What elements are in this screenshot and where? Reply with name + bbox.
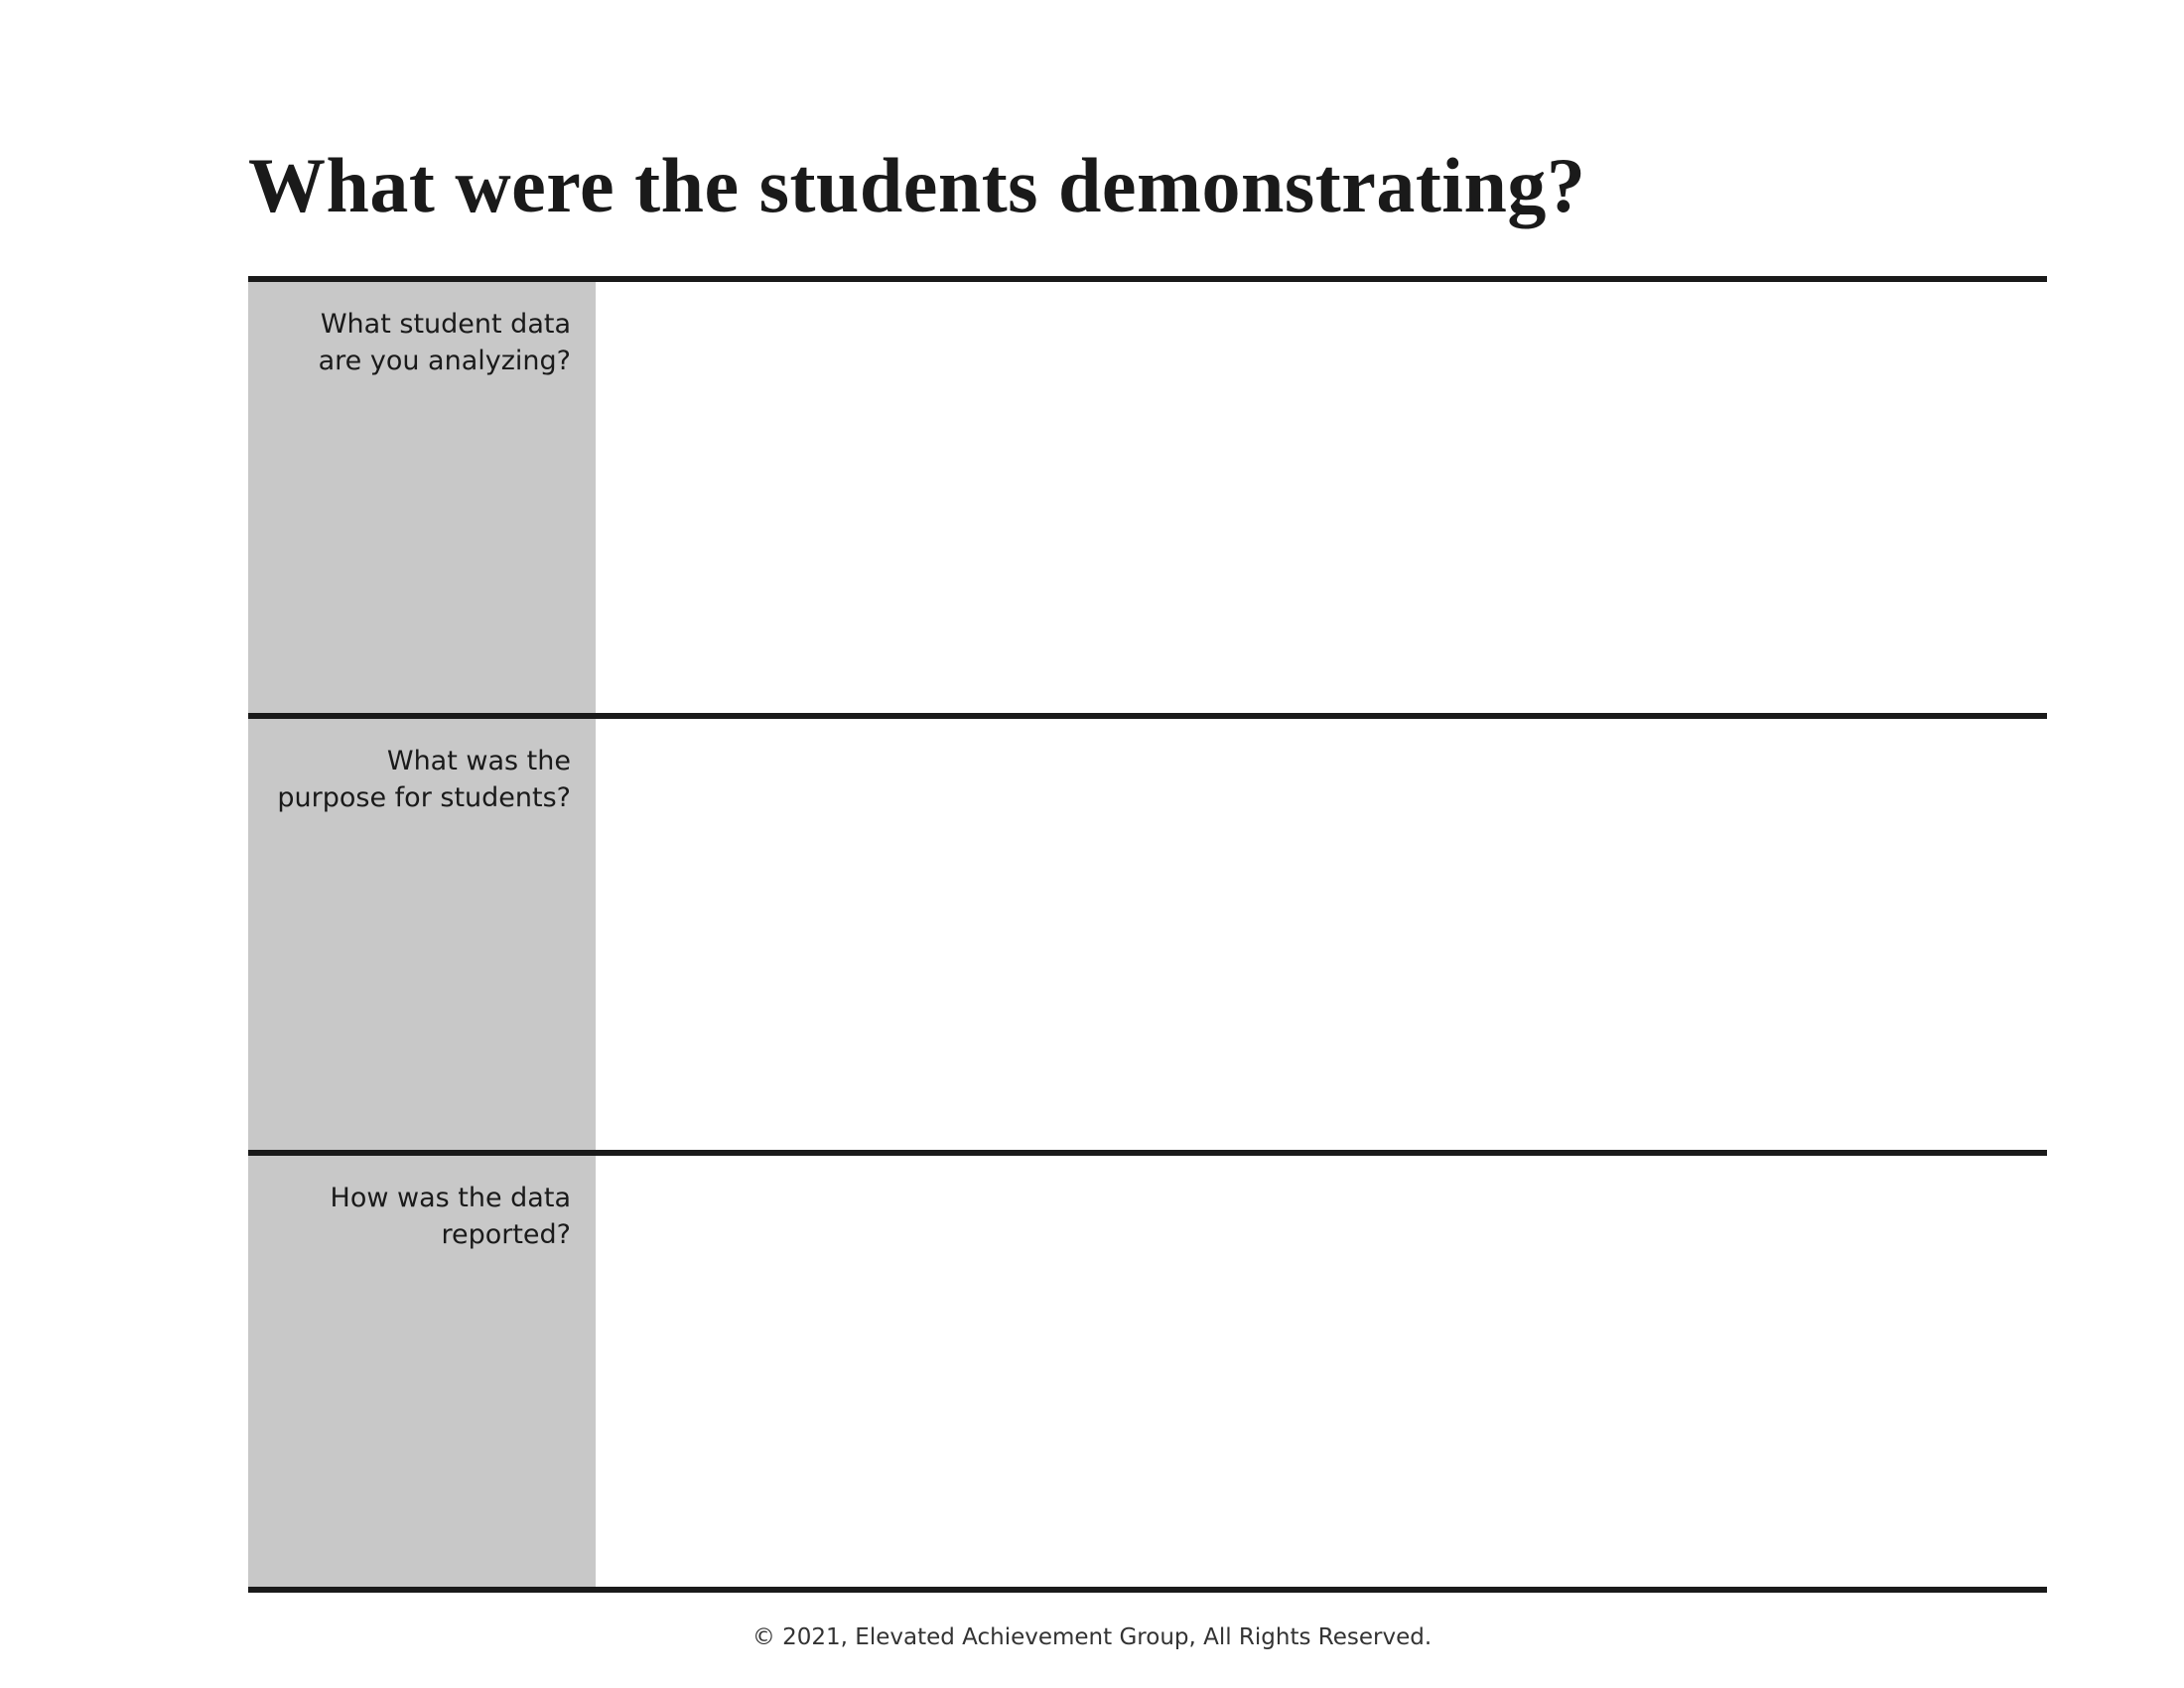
worksheet-table	[248, 276, 2047, 1593]
worksheet-row	[248, 1156, 2047, 1587]
prompt-cell	[248, 282, 596, 713]
worksheet-row	[248, 719, 2047, 1150]
answer-field-data-reported[interactable]	[596, 1156, 2047, 1587]
divider	[248, 1587, 2047, 1593]
prompt-label-student-data: What student data are you analyzing?	[318, 309, 571, 376]
answer-field-student-data[interactable]	[596, 282, 2047, 713]
answer-field-purpose[interactable]	[596, 719, 2047, 1150]
page-title: What were the students demonstrating?	[248, 142, 1586, 228]
prompt-label-purpose: What was the purpose for students?	[277, 746, 571, 813]
worksheet-row	[248, 282, 2047, 713]
prompt-cell	[248, 719, 596, 1150]
prompt-cell	[248, 1156, 596, 1587]
prompt-label-data-reported: How was the data reported?	[330, 1183, 571, 1250]
copyright-footer: © 2021, Elevated Achievement Group, All Rights Reserved.	[751, 1624, 1433, 1650]
